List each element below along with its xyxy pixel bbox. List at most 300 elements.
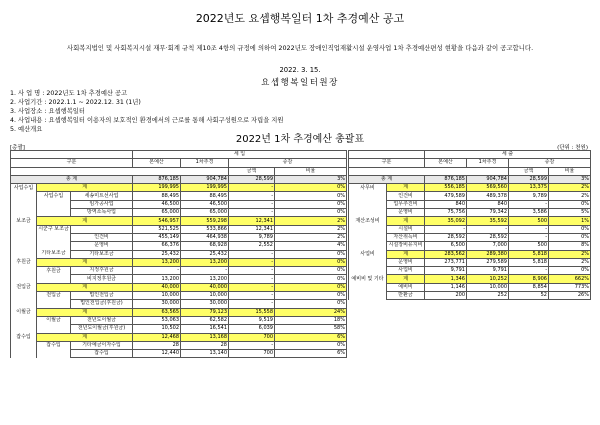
table-row [349,217,591,225]
category-cell [349,242,387,250]
table-row [11,325,347,333]
item-cell: 운영비 [71,242,133,250]
category-cell [11,233,37,241]
total-label: 총 계 [11,175,133,183]
category-cell: 사업수입 [11,184,37,192]
total-original: 876,185 [133,175,181,183]
category-cell [11,209,37,217]
category-cell [349,267,387,275]
supplementary-value: 13,200 [181,258,229,266]
table-row [11,184,347,192]
intro-text: 사회복지법인 및 사회복지시설 재무·회계 규칙 제10조 4항의 규정에 의하여 2022년도 장애인직업재활시설 운영사업 1차 추경예산편성 현황을 다음과 같이 공고합니다. [66,44,534,52]
section-header: 세 입 [133,151,347,159]
change-rate: 0% [275,292,347,300]
subcategory-cell [37,350,71,358]
change-rate: 2% [275,233,347,241]
change-amount: 5,818 [509,258,549,266]
change-rate: 0% [549,200,591,208]
category-cell [11,242,37,250]
supplementary-value: 289,380 [467,250,509,258]
item-cell: 업무추진비 [387,200,425,208]
change-amount: 5,818 [509,250,549,258]
item-cell: 계 [387,184,425,192]
supplementary-value: 28,592 [467,233,509,241]
change-amount: 700 [229,333,275,341]
category-cell [11,300,37,308]
supplementary-value: 840 [467,200,509,208]
original-value: 479,589 [425,192,467,200]
item-cell: 예비비 [387,283,425,291]
table-row [349,209,591,217]
header-row [349,151,591,159]
header-supplementary: 1차추경 [181,159,229,167]
change-rate: 6% [275,350,347,358]
category-cell [11,341,37,349]
change-amount: - [229,184,275,192]
header-rate: 비율 [275,167,347,175]
item-cell: 계 [387,250,425,258]
original-value: 521,525 [133,225,181,233]
category-cell [349,200,387,208]
table-row [11,200,347,208]
change-amount: 52 [509,292,549,300]
subtotal-label: 계 [37,308,133,316]
header-row [11,167,347,175]
change-rate: 2% [549,250,591,258]
info-item: 1. 사 업 명 : 2022년도 1차 추경예산 공고 [10,90,128,97]
category-cell [349,233,387,241]
supplementary-value: - [181,267,229,275]
supplementary-value: 68,928 [181,242,229,250]
table-row [11,192,347,200]
change-rate: 0% [549,225,591,233]
item-cell: 계 [387,275,425,283]
table-row [11,316,347,324]
category-cell [11,192,37,200]
total-amount: 28,599 [229,175,275,183]
original-value: - [133,267,181,275]
header-original: 본예산 [133,159,181,167]
table-row [11,225,347,233]
original-value: 28,592 [425,233,467,241]
category-cell [11,350,37,358]
item-cell: 전년도이월금 [71,316,133,324]
change-rate: 58% [275,325,347,333]
table-row [349,233,591,241]
change-rate: 4% [275,242,347,250]
page-title: 2022년도 요셉행복일터 1차 추경예산 공고 [195,12,405,25]
table-row [11,333,347,341]
original-value: 9,791 [425,267,467,275]
original-value: 63,565 [133,308,181,316]
item-cell: 방역소독사업 [71,209,133,217]
supplementary-value: 10,252 [467,275,509,283]
item-cell: 자산취득비 [387,233,425,241]
table-row [349,192,591,200]
header-spacer [11,151,133,159]
original-value: 10,502 [133,325,181,333]
change-rate: 2% [275,217,347,225]
table-row [11,233,347,241]
supplementary-value: 25,432 [181,250,229,258]
supplementary-value: 35,592 [467,217,509,225]
change-rate: 2% [549,184,591,192]
change-rate: 0% [549,267,591,275]
change-amount: - [509,267,549,275]
change-amount: 6,039 [229,325,275,333]
change-amount: 500 [509,217,549,225]
subcategory-cell: 후원금 [37,267,71,275]
category-cell [11,267,37,275]
table-row [349,184,591,192]
change-rate: 0% [275,258,347,266]
supplementary-value: 16,541 [181,325,229,333]
supplementary-value: 569,560 [467,184,509,192]
supplementary-value: 30,000 [181,300,229,308]
change-rate: 0% [275,200,347,208]
subcategory-cell: 이월금 [37,316,71,324]
original-value: 75,756 [425,209,467,217]
item-cell: 시설비 [387,225,425,233]
original-value: 13,200 [133,275,181,283]
total-original: 876,185 [425,175,467,183]
change-amount: 8,854 [509,283,549,291]
change-rate: 2% [275,225,347,233]
supplementary-value: 559,298 [181,217,229,225]
item-cell: 잡수입 [71,350,133,358]
original-value: 12,440 [133,350,181,358]
supplementary-value: 10,000 [181,292,229,300]
total-row [349,175,591,183]
change-amount: - [229,192,275,200]
total-rate: 3% [549,175,591,183]
header-supplementary: 1차추경 [467,159,509,167]
change-rate: 5% [549,209,591,217]
table-row [11,258,347,266]
table-title: 2022년 1차 추경예산 총괄표 [235,134,365,145]
table-row [349,242,591,250]
header-gubun: 구분 [349,159,425,167]
supplementary-value: 65,000 [181,209,229,217]
info-item: 4. 사업내용 : 요셉행복일터 이용자의 보호적인 환경에서의 근로를 통해 사회구성원으로 자립을 지원 [10,117,284,124]
subcategory-cell: 전입금 [37,292,71,300]
change-amount: 13,375 [509,184,549,192]
table-row [349,225,591,233]
table-row [349,200,591,208]
subcategory-cell [37,300,71,308]
supplementary-value: 533,866 [181,225,229,233]
header-row [11,159,347,167]
table-row [11,217,347,225]
table-row [349,250,591,258]
supplementary-value: 13,140 [181,350,229,358]
change-amount: - [509,200,549,208]
supplementary-value: 252 [467,292,509,300]
item-cell [71,225,133,233]
change-rate: 0% [275,283,347,291]
subtotal-label: 계 [37,258,133,266]
change-amount: - [229,250,275,258]
original-value: 840 [425,200,467,208]
total-supplementary: 904,784 [467,175,509,183]
item-cell: 비지정후원금 [71,275,133,283]
item-cell: 사업비 [387,267,425,275]
category-cell [11,250,37,258]
header-spacer [349,151,425,159]
total-rate: 3% [275,175,347,183]
supplementary-value: 10,000 [467,283,509,291]
change-amount: 12,341 [229,225,275,233]
table-row [11,267,347,275]
change-rate: 18% [275,316,347,324]
subtotal-label: 계 [37,333,133,341]
supplementary-value: 40,000 [181,283,229,291]
change-rate: 0% [275,341,347,349]
change-amount: 2,552 [229,242,275,250]
original-value: 35,092 [425,217,467,225]
subcategory-cell [37,325,71,333]
supplementary-value: 7,000 [467,242,509,250]
header-spacer [349,167,509,175]
header-change: 증감 [229,159,347,167]
item-cell: 인건비 [387,192,425,200]
change-amount: - [509,225,549,233]
revenue-table [10,150,347,358]
item-cell: 기타보조금 [71,250,133,258]
subcategory-cell: 시군구 보조금 [38,226,69,233]
change-rate: 0% [549,233,591,241]
table-row [11,350,347,358]
supplementary-value: 464,938 [181,233,229,241]
table-row [11,283,347,291]
table-row [349,267,591,275]
change-amount: - [229,300,275,308]
supplementary-value: - [467,225,509,233]
original-value: 1,346 [425,275,467,283]
supplementary-value: 489,378 [467,192,509,200]
change-amount: 15,558 [229,308,275,316]
category-cell: 사업비 [349,250,387,258]
item-cell: 기타예금이자수입 [71,341,133,349]
change-rate: 6% [275,333,347,341]
supplementary-value: 28 [181,341,229,349]
table-row [11,308,347,316]
category-cell [11,225,37,233]
category-cell [11,275,37,283]
change-amount: - [229,292,275,300]
change-rate: 0% [275,267,347,275]
subcategory-cell [37,200,71,208]
header-amount: 금액 [229,167,275,175]
item-cell: 법인전입금(후원금) [71,300,133,308]
original-value: 556,185 [425,184,467,192]
change-amount: 8,906 [509,275,549,283]
category-cell [349,283,387,291]
change-rate: 0% [275,209,347,217]
original-value: 10,000 [133,292,181,300]
summary-label: [총괄] [10,145,25,151]
supplementary-value: 279,589 [467,258,509,266]
category-cell: 사무비 [349,184,387,192]
change-rate: 8% [549,242,591,250]
change-amount: 700 [229,350,275,358]
item-cell: 시설장비유지비 [387,242,425,250]
original-value: 88,495 [133,192,181,200]
info-item: 3. 사업장소 : 요셉행복일터 [10,108,85,115]
total-label: 총 계 [349,175,425,183]
change-amount: - [509,233,549,241]
organization-name: 요셉행복일터원장 [261,78,339,88]
change-amount: - [229,209,275,217]
change-amount: - [229,275,275,283]
item-cell: 반환금 [387,292,425,300]
change-rate: 0% [275,275,347,283]
subcategory-cell [37,233,71,241]
category-cell: 이월금 [11,308,37,316]
header-original: 본예산 [425,159,467,167]
table-row [11,250,347,258]
subtotal-label: 계 [37,217,133,225]
header-gubun: 구분 [11,159,133,167]
item-cell: 운영비 [387,209,425,217]
original-value: 6,500 [425,242,467,250]
item-cell: 임가공사업 [71,200,133,208]
header-spacer [11,167,229,175]
change-amount: 9,789 [509,192,549,200]
category-cell [349,192,387,200]
change-rate: 773% [549,283,591,291]
original-value: 200 [425,292,467,300]
change-rate: 662% [549,275,591,283]
category-cell: 전입금 [11,283,37,291]
change-amount: - [229,341,275,349]
category-cell [349,225,387,233]
category-cell: 후원금 [11,258,37,266]
change-rate: 0% [275,192,347,200]
header-rate: 비율 [549,167,591,175]
section-header: 세 출 [425,151,591,159]
change-rate: 24% [275,308,347,316]
change-rate: 2% [549,192,591,200]
table-row [11,275,347,283]
change-amount: 3,586 [509,209,549,217]
original-value: 30,000 [133,300,181,308]
change-amount: 9,519 [229,316,275,324]
item-cell: 인건비 [71,233,133,241]
category-cell [11,316,37,324]
original-value: 12,468 [133,333,181,341]
subtotal-label: 계 [37,283,133,291]
original-value: 199,995 [133,184,181,192]
change-amount: 9,789 [229,233,275,241]
original-value: 455,149 [133,233,181,241]
change-amount: - [229,258,275,266]
subcategory-cell: 사업수입 [37,192,71,200]
header-row [349,159,591,167]
table-row [349,275,591,283]
total-row [11,175,347,183]
info-item: 2. 사업기간 : 2022.1.1 ~ 2022.12. 31 (1년) [10,99,141,106]
change-amount: 500 [509,242,549,250]
supplementary-value: 13,200 [181,275,229,283]
item-cell: 세송미트선사업 [71,192,133,200]
category-cell: 보조금 [11,217,37,225]
table-row [349,292,591,300]
original-value: 546,957 [133,217,181,225]
original-value: - [425,225,467,233]
change-rate: 26% [549,292,591,300]
unit-label: (단위 : 천원) [557,145,588,151]
change-rate: 0% [275,250,347,258]
subcategory-cell [37,209,71,217]
supplementary-value: 62,582 [181,316,229,324]
category-cell: 재산조성비 [349,217,387,225]
supplementary-value: 79,342 [467,209,509,217]
table-row [11,300,347,308]
header-row [349,167,591,175]
category-cell [11,292,37,300]
original-value: 1,146 [425,283,467,291]
original-value: 66,376 [133,242,181,250]
original-value: 53,063 [133,316,181,324]
change-rate: 1% [549,217,591,225]
total-amount: 28,599 [509,175,549,183]
table-row [349,283,591,291]
original-value: 25,432 [133,250,181,258]
supplementary-value: 88,495 [181,192,229,200]
original-value: 65,000 [133,209,181,217]
item-cell: 법인전입금 [71,292,133,300]
original-value: 40,000 [133,283,181,291]
announcement-date: 2022. 3. 15. [279,66,321,74]
original-value: 13,200 [133,258,181,266]
subcategory-cell: 잡수입 [37,341,71,349]
table-row [11,209,347,217]
table-row [349,258,591,266]
subcategory-cell [37,275,71,283]
category-cell: 잡수입 [11,333,37,341]
table-row [11,341,347,349]
category-cell: 예비비 및 기타 [349,275,387,283]
change-rate: 0% [275,184,347,192]
info-list [10,89,283,134]
supplementary-value: 9,791 [467,267,509,275]
supplementary-value: 79,123 [181,308,229,316]
header-change: 증감 [509,159,591,167]
category-cell [349,292,387,300]
total-supplementary: 904,784 [181,175,229,183]
table-row [11,242,347,250]
supplementary-value: 46,500 [181,200,229,208]
change-rate: 2% [549,258,591,266]
subcategory-cell [37,242,71,250]
item-cell: 전년도이월금(후원금) [71,325,133,333]
change-amount: - [229,267,275,275]
category-cell [349,258,387,266]
item-cell: 계 [387,217,425,225]
expense-table [348,150,591,300]
header-row [11,151,347,159]
item-cell: 지정후원금 [71,267,133,275]
supplementary-value: 13,168 [181,333,229,341]
original-value: 283,562 [425,250,467,258]
change-amount: - [229,283,275,291]
original-value: 46,500 [133,200,181,208]
subcategory-cell: 기타보조금 [37,250,71,258]
category-cell [11,200,37,208]
item-cell: 운영비 [387,258,425,266]
original-value: 28 [133,341,181,349]
